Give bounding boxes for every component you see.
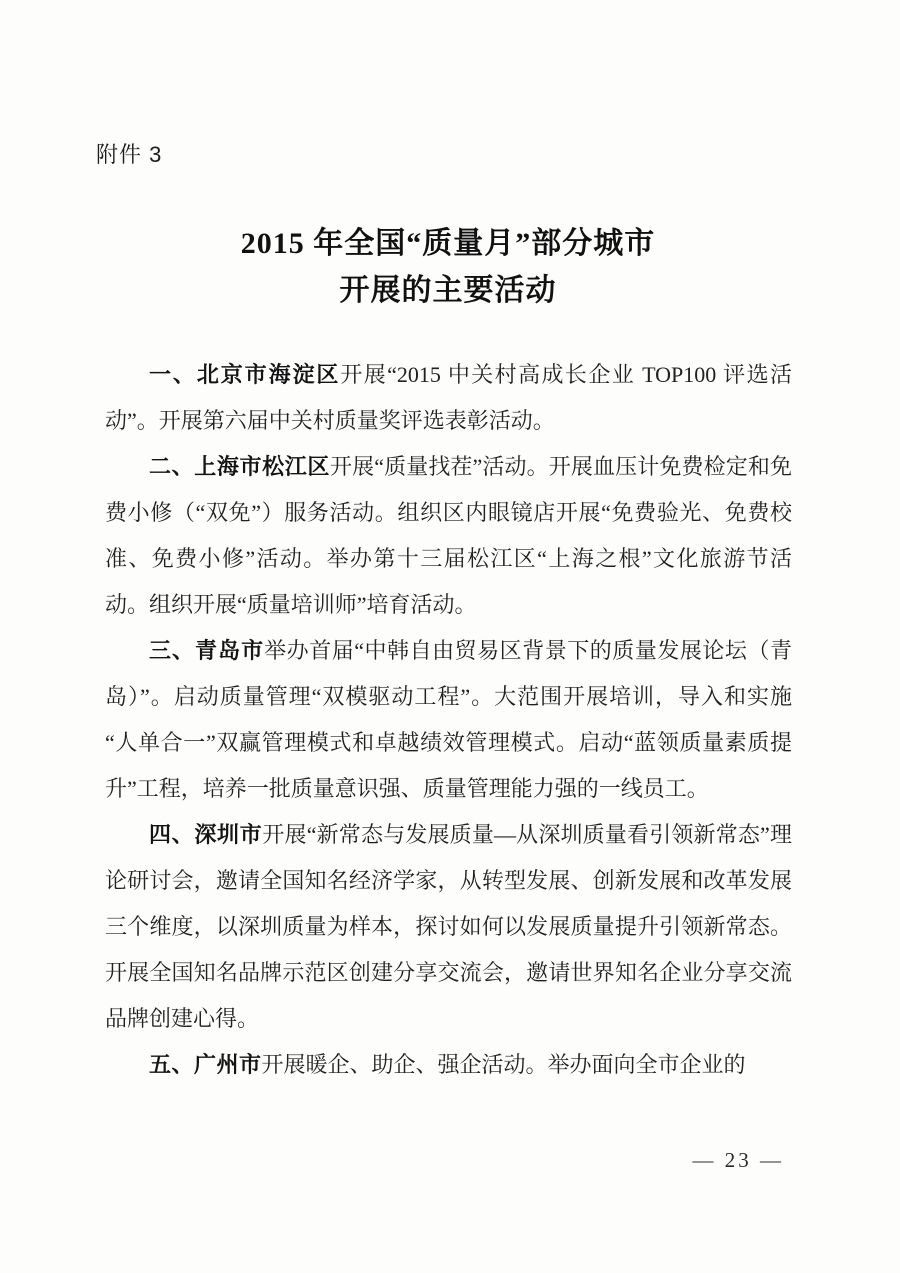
paragraph-lead-guangzhou: 五、广州市 bbox=[149, 1052, 262, 1077]
paragraph-text-shenzhen: 开展“新常态与发展质量—从深圳质量看引领新常态”理论研讨会，邀请全国知名经济学家，从转型发展、创新发展和改革发展三个维度，以深圳质量为样本，探讨如何以发展质量提升引领新常态。开展全国知名品牌示范区创建分享交流会，邀请世界知名企业分享交流品牌创建心得。 bbox=[105, 822, 792, 1031]
paragraph-guangzhou bbox=[105, 1042, 792, 1088]
paragraph-text-qingdao: 举办首届“中韩自由贸易区背景下的质量发展论坛（青岛）”。启动质量管理“双模驱动工程”。大范围开展培训，导入和实施“人单合一”双赢管理模式和卓越绩效管理模式。启动“蓝领质量素质提升”工程，培养一批质量意识强、质量管理能力强的一线员工。 bbox=[105, 638, 792, 801]
paragraph-text-beijing: 开展“2015 中关村高成长企业 TOP100 评选活动”。开展第六届中关村质量奖评选表彰活动。 bbox=[105, 362, 792, 433]
paragraph-lead-shanghai: 二、上海市松江区 bbox=[149, 454, 330, 479]
document-body bbox=[105, 352, 792, 1088]
paragraph-qingdao bbox=[105, 628, 792, 812]
attachment-label: 附件 3 bbox=[96, 142, 163, 167]
paragraph-shanghai bbox=[105, 444, 792, 628]
paragraph-lead-beijing: 一、北京市海淀区 bbox=[149, 362, 341, 387]
paragraph-lead-qingdao: 三、青岛市 bbox=[149, 638, 265, 663]
paragraph-text-guangzhou: 开展暖企、助企、强企活动。举办面向全市企业的 bbox=[261, 1052, 746, 1077]
page-number: — 23 — bbox=[692, 1148, 784, 1172]
paragraph-lead-shenzhen: 四、深圳市 bbox=[149, 822, 263, 847]
paragraph-beijing bbox=[105, 352, 792, 444]
document-title-line2: 开展的主要活动 bbox=[339, 274, 557, 307]
paragraph-text-shanghai: 开展“质量找茬”活动。开展血压计免费检定和免费小修（“双免”）服务活动。组织区内眼镜店开展“免费验光、免费校准、免费小修”活动。举办第十三届松江区“上海之根”文化旅游节活动。组织开展“质量培训师”培育活动。 bbox=[105, 454, 792, 617]
paragraph-shenzhen bbox=[105, 812, 792, 1042]
document-title-line1: 2015 年全国“质量月”部分城市 bbox=[240, 227, 656, 260]
document-title bbox=[104, 220, 792, 314]
